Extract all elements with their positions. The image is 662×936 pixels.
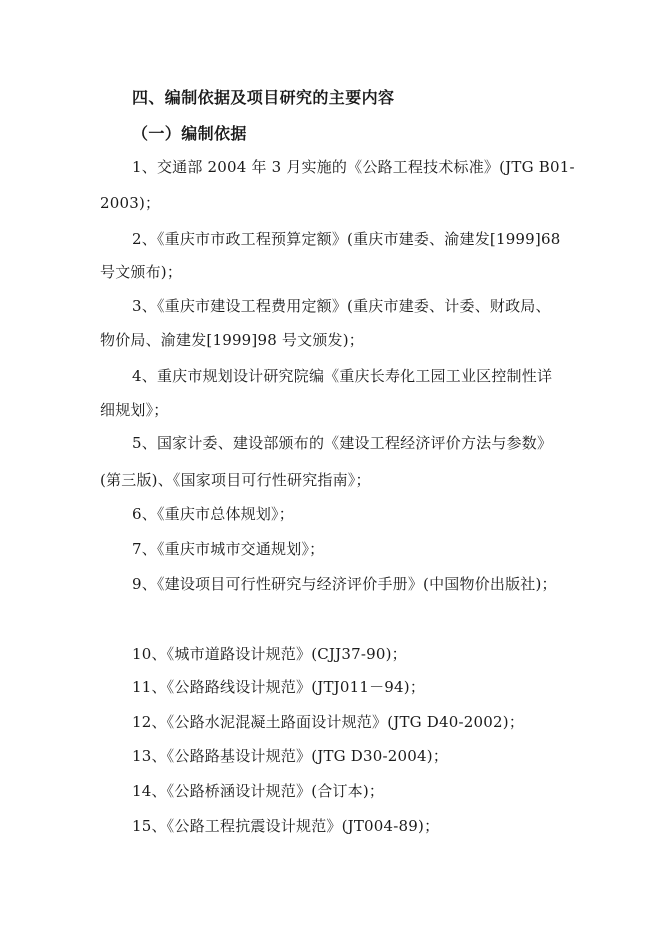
reference-item-5: 5、国家计委、建设部颁布的《建设工程经济评价方法与参数》 (132, 434, 553, 452)
reference-item-2: 2、《重庆市市政工程预算定额》(重庆市建委、渝建发[1999]68 (132, 230, 561, 248)
section-title: 四、编制依据及项目研究的主要内容 (132, 88, 395, 107)
reference-item-1-cont: 2003)； (100, 194, 161, 212)
reference-item-9: 9、《建设项目可行性研究与经济评价手册》(中国物价出版社)； (132, 575, 557, 593)
reference-item-13: 13、《公路路基设计规范》(JTG D30-2004)； (132, 747, 449, 765)
reference-item-4: 4、重庆市规划设计研究院编《重庆长寿化工园工业区控制性详 (132, 367, 553, 385)
reference-item-1: 1、交通部 2004 年 3 月实施的《公路工程技术标准》(JTG B01- (132, 158, 575, 176)
reference-item-7: 7、《重庆市城市交通规划》； (132, 540, 325, 558)
reference-item-5-cont: (第三版)、《国家项目可行性研究指南》； (100, 471, 371, 489)
reference-item-4-cont: 细规划》； (100, 401, 169, 419)
reference-item-15: 15、《公路工程抗震设计规范》(JT004-89)； (132, 817, 440, 835)
reference-item-3: 3、《重庆市建设工程费用定额》(重庆市建委、计委、财政局、 (132, 297, 551, 315)
reference-item-14: 14、《公路桥涵设计规范》(合订本)； (132, 782, 385, 800)
reference-item-11: 11、《公路路线设计规范》(JTJ011－94)； (132, 678, 426, 696)
reference-item-12: 12、《公路水泥混凝土路面设计规范》(JTG D40-2002)； (132, 713, 525, 731)
reference-item-3-cont: 物价局、渝建发[1999]98 号文颁发)； (100, 331, 364, 349)
reference-item-10: 10、《城市道路设计规范》(CJJ37-90)； (132, 645, 407, 663)
reference-item-6: 6、《重庆市总体规划》； (132, 505, 294, 523)
subsection-title: （一）编制依据 (132, 124, 247, 143)
reference-item-2-cont: 号文颁布)； (100, 263, 183, 281)
